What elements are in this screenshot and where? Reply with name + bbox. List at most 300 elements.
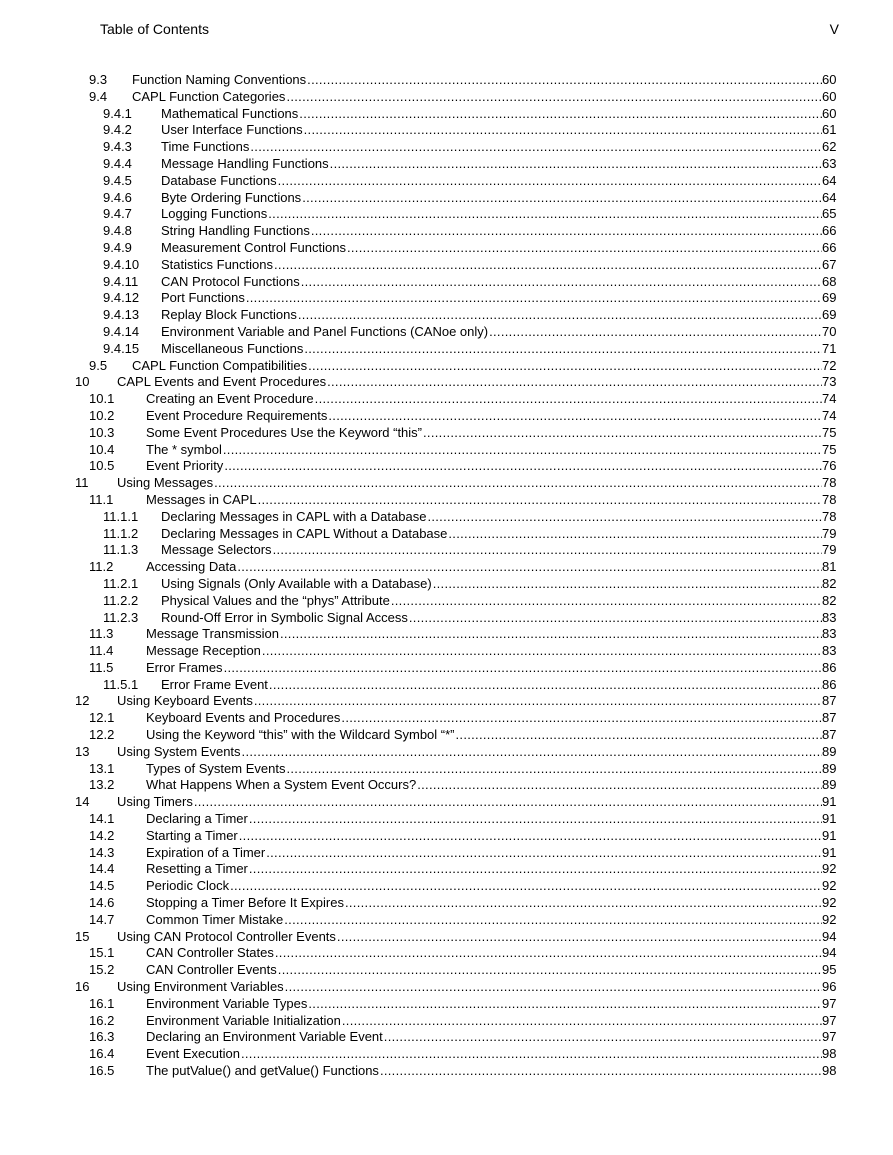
toc-dot-leader: [274, 257, 822, 274]
toc-entry-page: 92: [822, 911, 837, 927]
toc-entry-number: 14: [75, 794, 90, 810]
toc-entry-title: Using Timers: [117, 794, 193, 810]
toc-entry-number: 12: [75, 693, 90, 709]
toc-entry-title-wrap: [146, 777, 822, 794]
toc-entry-number: 9.4.4: [103, 155, 132, 171]
toc-entry[interactable]: [0, 811, 893, 828]
toc-entry-title-wrap: [146, 895, 822, 912]
toc-entry-title: Miscellaneous Functions: [161, 340, 304, 356]
toc-entry-title-wrap: [146, 912, 822, 929]
toc-entry-page: 89: [822, 743, 837, 759]
toc-entry-title: Using Signals (Only Available with a Database): [161, 575, 432, 591]
toc-entry-number: 16.3: [89, 1029, 115, 1045]
toc-entry-title-wrap: [146, 660, 822, 677]
toc-entry-title-wrap: [161, 526, 822, 543]
toc-dot-leader: [241, 1046, 822, 1063]
toc-entry[interactable]: [0, 1046, 893, 1063]
toc-entry-page: 83: [822, 609, 837, 625]
toc-entry-title-wrap: [146, 442, 822, 459]
toc-dot-leader: [284, 912, 822, 929]
toc-entry-number: 9.4.3: [103, 139, 132, 155]
toc-dot-leader: [266, 845, 822, 862]
toc-entry-number: 10.3: [89, 424, 115, 440]
toc-entry-page: 87: [822, 693, 837, 709]
toc-entry-title-wrap: [146, 945, 822, 962]
toc-entry-page: 68: [822, 273, 837, 289]
toc-entry-number: 10: [75, 374, 90, 390]
toc-entry[interactable]: [0, 744, 893, 761]
toc-entry-page: 94: [822, 928, 837, 944]
toc-entry-title-wrap: [117, 374, 822, 391]
toc-entry-number: 9.4.11: [103, 273, 139, 289]
toc-entry-number: 11.1.3: [103, 542, 139, 558]
toc-entry-title: CAPL Function Categories: [132, 88, 286, 104]
toc-entry[interactable]: [0, 122, 893, 139]
toc-entry-page: 92: [822, 895, 837, 911]
toc-entry-page: 67: [822, 256, 837, 272]
toc-entry-title: Declaring Messages in CAPL with a Database: [161, 508, 427, 524]
toc-entry[interactable]: [0, 307, 893, 324]
toc-entry-title: Using Environment Variables: [117, 979, 284, 995]
toc-entry[interactable]: [0, 526, 893, 543]
toc-dot-leader: [254, 693, 822, 710]
toc-entry-number: 9.4.10: [103, 256, 140, 272]
toc-entry-title: Message Handling Functions: [161, 155, 329, 171]
toc-entry-title: CAN Controller Events: [146, 962, 277, 978]
toc-entry[interactable]: [0, 240, 893, 257]
toc-entry-title: Some Event Procedures Use the Keyword “this”: [146, 424, 423, 440]
toc-entry-page: 86: [822, 659, 837, 675]
toc-entry-page: 98: [822, 1063, 837, 1079]
toc-dot-leader: [301, 274, 822, 291]
toc-entry-title-wrap: [146, 761, 822, 778]
toc-dot-leader: [299, 106, 822, 123]
toc-entry-number: 11.2.1: [103, 575, 139, 591]
toc-entry[interactable]: [0, 777, 893, 794]
toc-entry[interactable]: [0, 156, 893, 173]
toc-entry-number: 11.2.2: [103, 592, 139, 608]
toc-entry-number: 16.4: [89, 1046, 115, 1062]
toc-entry[interactable]: [0, 895, 893, 912]
toc-entry-number: 12.1: [89, 710, 115, 726]
toc-entry-title-wrap: [146, 845, 822, 862]
toc-entry-title: Function Naming Conventions: [132, 72, 307, 87]
toc-entry-number: 9.4.1: [103, 105, 132, 121]
toc-entry-title-wrap: [146, 1013, 822, 1030]
toc-dot-leader: [278, 962, 822, 979]
toc-entry-page: 60: [822, 105, 837, 121]
toc-entry-title: Byte Ordering Functions: [161, 189, 302, 205]
toc-entry[interactable]: [0, 257, 893, 274]
toc-entry[interactable]: [0, 458, 893, 475]
toc-dot-leader: [327, 374, 822, 391]
toc-entry-title: Accessing Data: [146, 559, 237, 575]
toc-entry-number: 15: [75, 928, 90, 944]
toc-entry-page: 89: [822, 760, 837, 776]
toc-entry[interactable]: [0, 677, 893, 694]
toc-entry[interactable]: [0, 341, 893, 358]
toc-entry[interactable]: [0, 727, 893, 744]
toc-entry[interactable]: [0, 139, 893, 156]
toc-entry-page: 69: [822, 290, 837, 306]
toc-entry-page: 87: [822, 710, 837, 726]
toc-dot-leader: [278, 173, 822, 190]
toc-entry-number: 11.2: [89, 559, 114, 575]
toc-entry-title-wrap: [146, 811, 822, 828]
toc-entry-title: Creating an Event Procedure: [146, 391, 314, 407]
toc-entry[interactable]: [0, 929, 893, 946]
toc-entry-title: Using CAN Protocol Controller Events: [117, 928, 336, 944]
toc-entry[interactable]: [0, 106, 893, 123]
toc-entry-number: 9.4.13: [103, 307, 140, 323]
toc-entry-page: 78: [822, 475, 837, 491]
toc-entry[interactable]: [0, 693, 893, 710]
toc-dot-leader: [304, 122, 822, 139]
toc-dot-leader: [269, 677, 822, 694]
toc-entry-page: 74: [822, 391, 837, 407]
toc-entry-number: 14.2: [89, 827, 115, 843]
toc-entry-number: 16.2: [89, 1012, 115, 1028]
toc-entry[interactable]: [0, 576, 893, 593]
toc-entry-title-wrap: [161, 542, 822, 559]
toc-entry[interactable]: [0, 358, 893, 375]
toc-entry-title: The * symbol: [146, 441, 222, 457]
toc-entry-page: 91: [822, 827, 837, 843]
toc-entry[interactable]: [0, 290, 893, 307]
toc-entry-title: Periodic Clock: [146, 878, 230, 894]
toc-entry-title: Replay Block Functions: [161, 307, 297, 323]
toc-entry-title: Logging Functions: [161, 206, 268, 222]
toc-entry-title-wrap: [146, 828, 822, 845]
toc-dot-leader: [250, 139, 822, 156]
toc-entry-number: 9.4.14: [103, 323, 140, 339]
toc-entry-page: 71: [822, 340, 837, 356]
toc-entry-title: CAPL Function Compatibilities: [132, 357, 308, 373]
toc-entry-number: 12.2: [89, 727, 115, 743]
toc-dot-leader: [273, 542, 822, 559]
toc-entry-title-wrap: [146, 710, 822, 727]
toc-dot-leader: [302, 190, 822, 207]
toc-entry[interactable]: [0, 610, 893, 627]
toc-entry-page: 69: [822, 307, 837, 323]
toc-entry-title: Message Selectors: [161, 542, 272, 558]
toc-entry-title: Event Priority: [146, 458, 224, 474]
toc-entry[interactable]: [0, 878, 893, 895]
toc-entry[interactable]: [0, 710, 893, 727]
toc-dot-leader: [315, 391, 822, 408]
toc-entry-page: 98: [822, 1046, 837, 1062]
toc-entry-page: 70: [822, 323, 837, 339]
toc-dot-leader: [230, 878, 822, 895]
toc-entry-title: Resetting a Timer: [146, 861, 248, 877]
page-number: V: [829, 21, 839, 37]
toc-entry-number: 14.1: [89, 811, 115, 827]
toc-entry[interactable]: [0, 324, 893, 341]
toc-entry-page: 92: [822, 878, 837, 894]
toc-dot-leader: [237, 559, 822, 576]
toc-entry-page: 79: [822, 542, 837, 558]
toc-dot-leader: [308, 358, 822, 375]
toc-dot-leader: [384, 1029, 822, 1046]
toc-entry[interactable]: [0, 996, 893, 1013]
toc-entry[interactable]: [0, 1029, 893, 1046]
toc-entry[interactable]: [0, 761, 893, 778]
toc-entry[interactable]: [0, 442, 893, 459]
toc-entry-number: 9.5: [89, 357, 108, 373]
toc-entry-title-wrap: [146, 643, 822, 660]
toc-entry-number: 11.4: [89, 643, 114, 659]
toc-entry-number: 11.1.1: [103, 508, 139, 524]
toc-entry-title: Physical Values and the “phys” Attribute: [161, 592, 390, 608]
toc-dot-leader: [286, 761, 822, 778]
toc-dot-leader: [330, 156, 822, 173]
toc-entry-page: 75: [822, 424, 837, 440]
toc-entry-title-wrap: [161, 206, 822, 223]
toc-entry-page: 78: [822, 491, 837, 507]
toc-entry-title-wrap: [146, 425, 822, 442]
toc-dot-leader: [194, 794, 822, 811]
toc-entry-page: 76: [822, 458, 837, 474]
toc-entry[interactable]: [0, 979, 893, 996]
toc-dot-leader: [304, 341, 822, 358]
toc-entry-title: Common Timer Mistake: [146, 911, 284, 927]
toc-entry[interactable]: [0, 425, 893, 442]
toc-entry-page: 96: [822, 979, 837, 995]
toc-entry-title: Types of System Events: [146, 760, 286, 776]
toc-dot-leader: [249, 861, 822, 878]
toc-entry-title: Starting a Timer: [146, 827, 238, 843]
toc-entry-title-wrap: [146, 626, 822, 643]
toc-dot-leader: [249, 811, 822, 828]
toc-entry-page: 97: [822, 995, 837, 1011]
toc-dot-leader: [342, 1013, 822, 1030]
toc-entry[interactable]: [0, 223, 893, 240]
toc-entry[interactable]: [0, 828, 893, 845]
toc-dot-leader: [280, 626, 822, 643]
toc-entry-title-wrap: [117, 979, 822, 996]
toc-entry-number: 9.4.12: [103, 290, 140, 306]
toc-entry[interactable]: [0, 593, 893, 610]
toc-entry-page: 61: [822, 122, 837, 138]
toc-entry[interactable]: [0, 1013, 893, 1030]
toc-entry-title: Round-Off Error in Symbolic Signal Access: [161, 609, 408, 625]
toc-entry-number: 10.5: [89, 458, 115, 474]
toc-entry-page: 86: [822, 676, 837, 692]
toc-entry-page: 87: [822, 727, 837, 743]
toc-entry-page: 65: [822, 206, 837, 222]
toc-entry-title-wrap: [132, 89, 822, 106]
toc-entry[interactable]: [0, 660, 893, 677]
toc-entry-title: Environment Variable Types: [146, 995, 308, 1011]
toc-entry-title-wrap: [161, 106, 822, 123]
toc-dot-leader: [285, 979, 822, 996]
toc-entry-title-wrap: [161, 677, 822, 694]
toc-dot-leader: [423, 425, 822, 442]
toc-entry-title-wrap: [132, 358, 822, 375]
toc-entry[interactable]: [0, 492, 893, 509]
toc-dot-leader: [286, 89, 822, 106]
toc-entry[interactable]: [0, 559, 893, 576]
toc-entry-title: Database Functions: [161, 172, 277, 188]
toc-entry-title: Message Transmission: [146, 626, 279, 642]
toc-entry-number: 11.1.2: [103, 525, 139, 541]
toc-entry-title-wrap: [146, 408, 822, 425]
toc-entry-page: 97: [822, 1012, 837, 1028]
toc-entry-page: 75: [822, 441, 837, 457]
toc-dot-leader: [409, 610, 822, 627]
toc-entry-title: What Happens When a System Event Occurs?: [146, 777, 417, 793]
toc-entry-title-wrap: [117, 475, 822, 492]
toc-entry-page: 91: [822, 794, 837, 810]
toc-entry-title-wrap: [146, 458, 822, 475]
toc-entry-title: Error Frames: [146, 659, 223, 675]
toc-entry-title: Event Execution: [146, 1046, 240, 1062]
toc-entry-page: 66: [822, 223, 837, 239]
toc-entry-title-wrap: [146, 1046, 822, 1063]
toc-entry-number: 16: [75, 979, 90, 995]
toc-entry-title: Measurement Control Functions: [161, 239, 346, 255]
toc-entry-title-wrap: [146, 391, 822, 408]
toc-entry-title: Keyboard Events and Procedures: [146, 710, 341, 726]
toc-entry-title-wrap: [132, 72, 822, 89]
toc-entry[interactable]: [0, 206, 893, 223]
toc-entry-title-wrap: [161, 324, 822, 341]
toc-entry[interactable]: [0, 72, 893, 89]
toc-entry-page: 92: [822, 861, 837, 877]
toc-dot-leader: [214, 475, 822, 492]
toc-entry-page: 60: [822, 72, 837, 87]
toc-entry-number: 9.4.9: [103, 239, 132, 255]
toc-entry-number: 14.3: [89, 844, 115, 860]
toc-entry-number: 9.4.7: [103, 206, 132, 222]
toc-entry-title: String Handling Functions: [161, 223, 310, 239]
toc-dot-leader: [262, 643, 822, 660]
toc-entry-title-wrap: [161, 257, 822, 274]
toc-entry-title-wrap: [161, 610, 822, 627]
toc-entry-title-wrap: [161, 341, 822, 358]
toc-entry-title-wrap: [146, 727, 822, 744]
toc-entry-number: 9.4.6: [103, 189, 132, 205]
toc-entry[interactable]: [0, 509, 893, 526]
toc-entry[interactable]: [0, 962, 893, 979]
toc-entry-title: CAN Controller States: [146, 945, 274, 961]
toc-entry-title-wrap: [161, 173, 822, 190]
toc-dot-leader: [448, 526, 822, 543]
toc-dot-leader: [242, 744, 822, 761]
toc-dot-leader: [456, 727, 823, 744]
toc-entry-page: 78: [822, 508, 837, 524]
toc-entry-page: 94: [822, 945, 837, 961]
toc-entry-title: The putValue() and getValue() Functions: [146, 1063, 379, 1079]
toc-entry-number: 13.1: [89, 760, 115, 776]
toc-entry[interactable]: [0, 945, 893, 962]
toc-entry-title: User Interface Functions: [161, 122, 303, 138]
toc-entry-title: Declaring a Timer: [146, 811, 248, 827]
toc-entry-number: 14.6: [89, 895, 115, 911]
toc-entry-number: 14.7: [89, 911, 115, 927]
toc-entry[interactable]: [0, 643, 893, 660]
toc-entry-page: 63: [822, 155, 837, 171]
toc-dot-leader: [224, 660, 822, 677]
toc-entry[interactable]: [0, 912, 893, 929]
toc-entry-number: 10.4: [89, 441, 115, 457]
toc-entry-page: 82: [822, 575, 837, 591]
toc-entry[interactable]: [0, 408, 893, 425]
toc-entry-title: Statistics Functions: [161, 256, 273, 272]
toc-entry-number: 9.4.2: [103, 122, 132, 138]
toc-entry-title: Event Procedure Requirements: [146, 407, 328, 423]
toc-entry[interactable]: [0, 475, 893, 492]
toc-entry-number: 9.4.15: [103, 340, 140, 356]
toc-entry-number: 16.1: [89, 995, 115, 1011]
toc-entry[interactable]: [0, 391, 893, 408]
toc-entry-number: 9.3: [89, 72, 108, 87]
toc-entry[interactable]: [0, 542, 893, 559]
toc-dot-leader: [308, 996, 822, 1013]
toc-entry-page: 91: [822, 844, 837, 860]
toc-entry-title: Environment Variable Initialization: [146, 1012, 341, 1028]
toc-entry-title-wrap: [161, 223, 822, 240]
toc-entry[interactable]: [0, 626, 893, 643]
toc-dot-leader: [239, 828, 822, 845]
toc-entry-title-wrap: [146, 878, 822, 895]
toc-entry-number: 11.1: [89, 491, 114, 507]
toc-entry-title-wrap: [161, 576, 822, 593]
toc-entry-number: 14.5: [89, 878, 115, 894]
toc-entry-title-wrap: [146, 1063, 822, 1080]
toc-dot-leader: [433, 576, 822, 593]
toc-entry-title-wrap: [146, 559, 822, 576]
toc-entry-number: 9.4: [89, 88, 108, 104]
toc-entry-page: 83: [822, 626, 837, 642]
toc-entry[interactable]: [0, 274, 893, 291]
toc-entry[interactable]: [0, 173, 893, 190]
toc-entry[interactable]: [0, 190, 893, 207]
toc-entry-title-wrap: [146, 1029, 822, 1046]
toc-entry-title: Time Functions: [161, 139, 250, 155]
toc-entry-title: Using System Events: [117, 743, 241, 759]
toc-entry-number: 9.4.5: [103, 172, 132, 188]
toc-entry-title: Messages in CAPL: [146, 491, 257, 507]
toc-entry-title-wrap: [161, 139, 822, 156]
toc-entry-number: 16.5: [89, 1063, 115, 1079]
toc-entry-title-wrap: [161, 509, 822, 526]
toc-dot-leader: [328, 408, 822, 425]
toc-entry[interactable]: [0, 89, 893, 106]
toc-entry-title: Declaring Messages in CAPL Without a Database: [161, 525, 448, 541]
toc-entry-title: Expiration of a Timer: [146, 844, 266, 860]
toc-dot-leader: [391, 593, 822, 610]
toc-entry[interactable]: [0, 1063, 893, 1080]
toc-entry-page: 95: [822, 962, 837, 978]
toc-entry-title-wrap: [161, 290, 822, 307]
toc-entry-page: 72: [822, 357, 837, 373]
toc-entry-title-wrap: [117, 929, 822, 946]
toc-dot-leader: [345, 895, 822, 912]
toc-entry-number: 14.4: [89, 861, 115, 877]
toc-entry[interactable]: [0, 794, 893, 811]
toc-entry[interactable]: [0, 861, 893, 878]
toc-dot-leader: [380, 1063, 822, 1080]
toc-dot-leader: [246, 290, 822, 307]
toc-entry-title-wrap: [146, 492, 822, 509]
toc-entry-number: 11.2.3: [103, 609, 139, 625]
toc-entry-title: Declaring an Environment Variable Event: [146, 1029, 383, 1045]
toc-entry-title: Error Frame Event: [161, 676, 268, 692]
toc-entry[interactable]: [0, 845, 893, 862]
toc-entry-title-wrap: [117, 693, 822, 710]
toc-entry[interactable]: [0, 374, 893, 391]
